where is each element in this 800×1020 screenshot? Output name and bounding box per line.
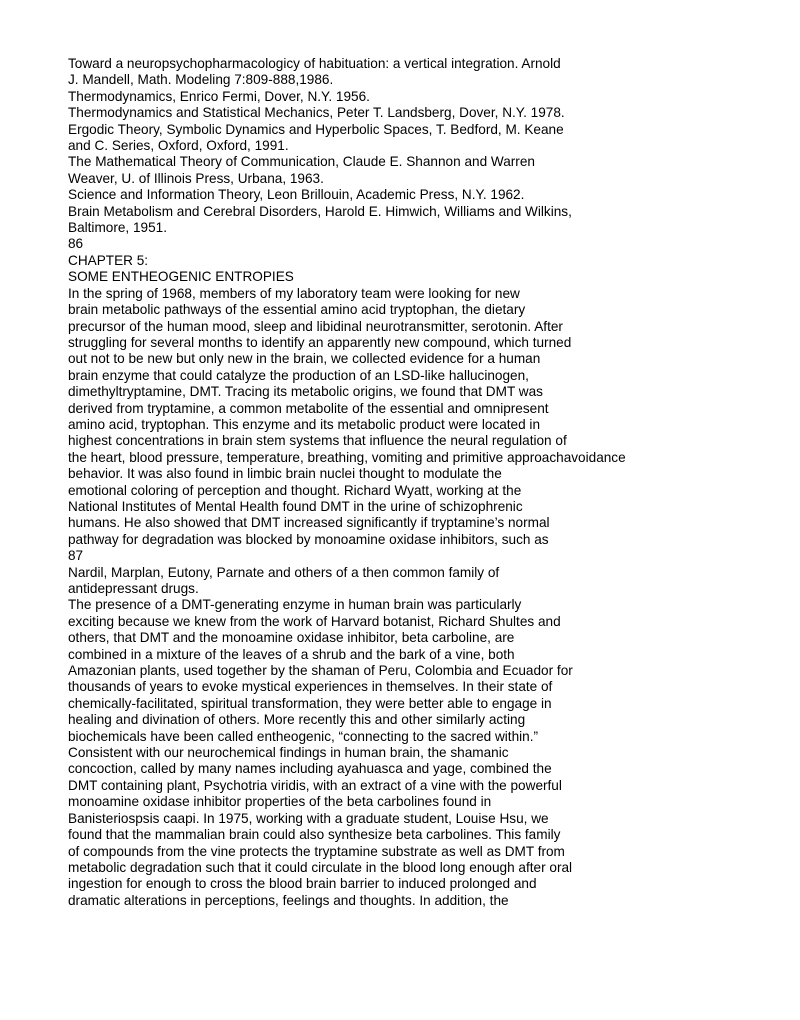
text-line: out not to be new but only new in the brain, we collected evidence for a human [68,351,541,367]
text-line: combined in a mixture of the leaves of a shrub and the bark of a vine, both [68,646,515,662]
text-line: humans. He also showed that DMT increased significantly if tryptamine’s normal [68,515,550,531]
reference-line: and C. Series, Oxford, Oxford, 1991. [68,138,289,154]
text-line: In the spring of 1968, members of my laboratory team were looking for new [68,285,520,301]
reference-line: Thermodynamics, Enrico Fermi, Dover, N.Y. 1956. [68,88,370,104]
chapter-label: CHAPTER 5: [68,252,149,268]
text-line: derived from tryptamine, a common metabolite of the essential and omnipresent [68,400,549,416]
text-line: concoction, called by many names including ayahuasca and yage, combined the [68,761,552,777]
text-line: monoamine oxidase inhibitor properties of the beta carbolines found in [68,794,492,810]
text-line: Banisteriospsis caapi. In 1975, working with a graduate student, Louise Hsu, we [68,810,549,826]
reference-line: Weaver, U. of Illinois Press, Urbana, 1963. [68,170,324,186]
text-line: behavior. It was also found in limbic brain nuclei thought to modulate the [68,466,502,482]
text-line: dramatic alterations in perceptions, feelings and thoughts. In addition, the [68,892,509,908]
text-line: chemically-facilitated, spiritual transformation, they were better able to engage in [68,695,552,711]
text-line: struggling for several months to identify an apparently new compound, which turned [68,334,572,350]
paragraph [68,597,768,909]
reference-line: Science and Information Theory, Leon Brillouin, Academic Press, N.Y. 1962. [68,187,525,203]
text-line: metabolic degradation such that it could circulate in the blood long enough after oral [68,859,573,875]
document-page [68,56,768,909]
text-line: thousands of years to evoke mystical experiences in themselves. In their state of [68,679,553,695]
text-line: National Institutes of Mental Health found DMT in the urine of schizophrenic [68,498,523,514]
text-line: found that the mammalian brain could also synthesize beta carbolines. This family [68,827,561,843]
text-line: highest concentrations in brain stem systems that influence the neural regulation of [68,433,567,449]
text-line: of compounds from the vine protects the tryptamine substrate as well as DMT from [68,843,565,859]
text-line: amino acid, tryptophan. This enzyme and its metabolic product were located in [68,416,541,432]
text-line: biochemicals have been called entheogenic, “connecting to the sacred within.” [68,728,539,744]
text-line: emotional coloring of perception and thought. Richard Wyatt, working at the [68,482,522,498]
reference-line: Baltimore, 1951. [68,220,167,236]
reference-line: Ergodic Theory, Symbolic Dynamics and Hyperbolic Spaces, T. Bedford, M. Keane [68,121,564,137]
paragraph [68,565,768,598]
reference-line: Toward a neuropsychopharmacologicy of habituation: a vertical integration. Arnold [68,56,561,71]
reference-list [68,56,768,236]
page-number: 86 [68,236,84,252]
text-line: the heart, blood pressure, temperature, breathing, vomiting and primitive approachavoidance [68,449,626,465]
text-line: healing and divination of others. More recently this and other similarly acting [68,712,526,728]
paragraph [68,286,768,549]
page-number: 87 [68,548,84,564]
text-line: brain metabolic pathways of the essential amino acid tryptophan, the dietary [68,302,526,318]
text-line: exciting because we knew from the work of Harvard botanist, Richard Shultes and [68,613,561,629]
text-line: antidepressant drugs. [68,581,199,596]
text-line: The presence of a DMT-generating enzyme in human brain was particularly [68,597,522,613]
text-line: dimethyltryptamine, DMT. Tracing its metabolic origins, we found that DMT was [68,384,543,400]
text-line: others, that DMT and the monoamine oxidase inhibitor, beta carboline, are [68,630,515,646]
text-line: Nardil, Marplan, Eutony, Parnate and others of a then common family of [68,564,500,580]
reference-line: Brain Metabolism and Cerebral Disorders, Harold E. Himwich, Williams and Wilkins, [68,203,572,219]
text-line: precursor of the human mood, sleep and libidinal neurotransmitter, serotonin. After [68,318,563,334]
reference-line: Thermodynamics and Statistical Mechanics, Peter T. Landsberg, Dover, N.Y. 1978. [68,105,565,121]
reference-line: The Mathematical Theory of Communication, Claude E. Shannon and Warren [68,154,535,170]
text-line: brain enzyme that could catalyze the production of an LSD-like hallucinogen, [68,367,529,383]
text-line: Consistent with our neurochemical findings in human brain, the shamanic [68,745,509,761]
text-line: ingestion for enough to cross the blood brain barrier to induced prolonged and [68,876,537,892]
text-line: Amazonian plants, used together by the shaman of Peru, Colombia and Ecuador for [68,663,573,679]
text-line: pathway for degradation was blocked by monoamine oxidase inhibitors, such as [68,531,549,547]
reference-line: J. Mandell, Math. Modeling 7:809-888,1986. [68,72,334,88]
text-line: DMT containing plant, Psychotria viridis, with an extract of a vine with the powerful [68,777,562,793]
chapter-title: SOME ENTHEOGENIC ENTROPIES [68,269,294,285]
